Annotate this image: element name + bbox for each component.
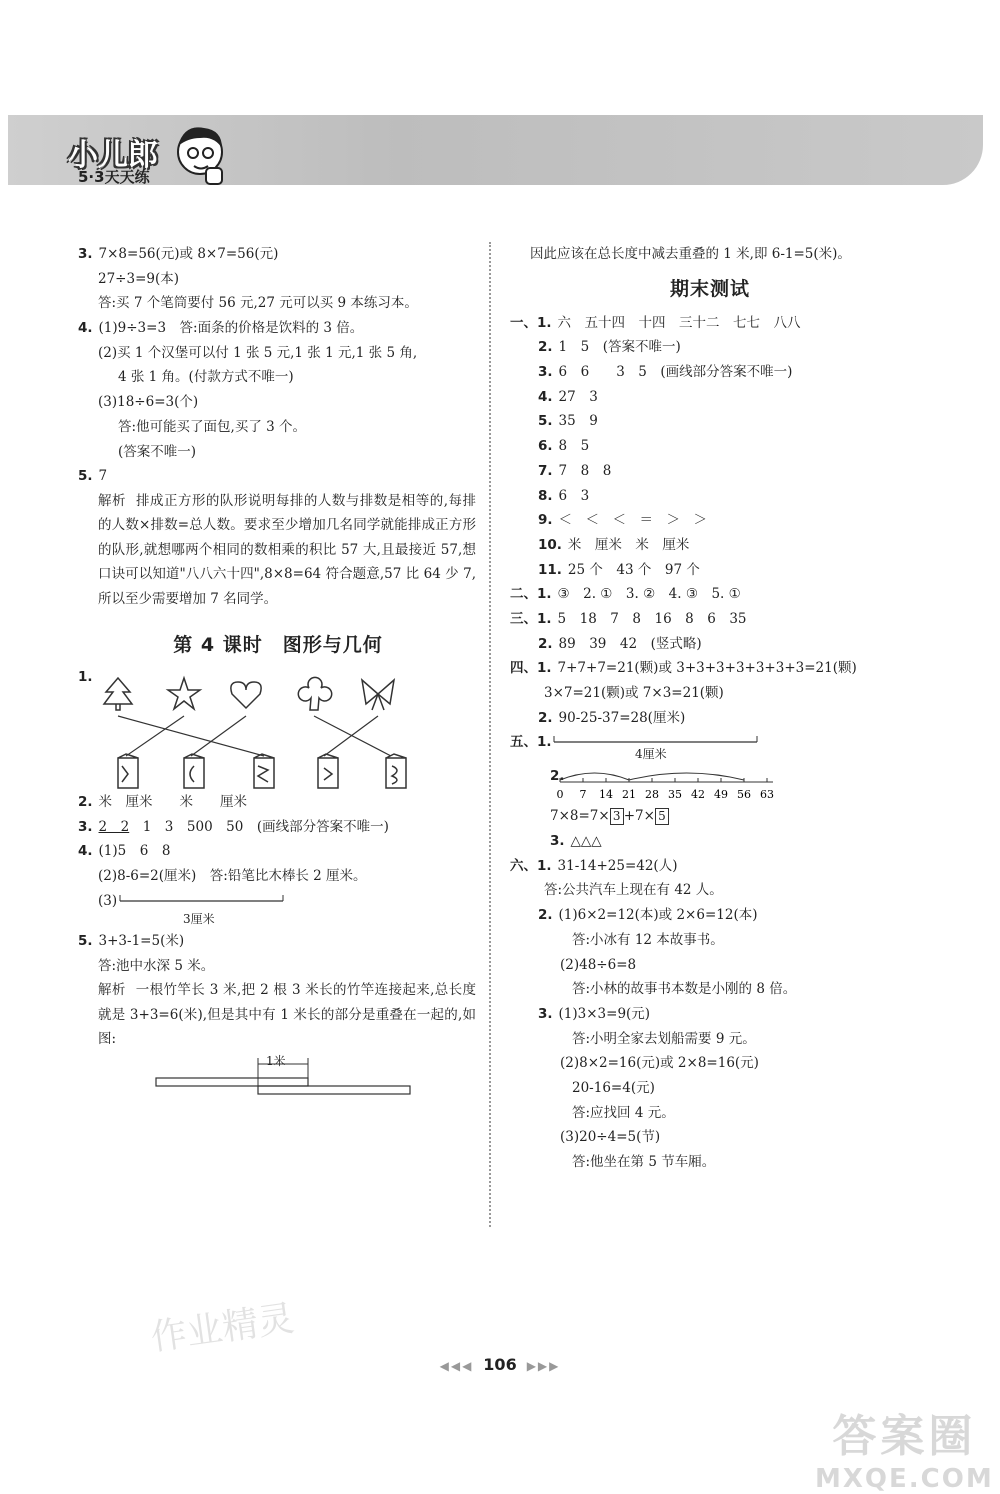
mascot-icon bbox=[170, 122, 230, 188]
answer-line: 3. △△△ bbox=[550, 833, 602, 850]
analysis-label: 解析 bbox=[98, 982, 126, 999]
page-footer bbox=[0, 1355, 1000, 1374]
answer-line: 三、1. 5 18 7 8 16 8 6 35 bbox=[510, 610, 747, 627]
number-line-label: 42 bbox=[691, 788, 705, 802]
number-line-label: 0 bbox=[556, 788, 564, 802]
answer-line: (2)8×2=16(元)或 2×8=16(元) bbox=[560, 1055, 759, 1072]
answer-line: (2)买 1 个汉堡可以付 1 张 5 元,1 张 1 元,1 张 5 角, bbox=[98, 344, 418, 361]
answer-line: 27÷3=9(本) bbox=[98, 270, 180, 287]
cutout-card-icon bbox=[184, 754, 204, 788]
answer-list bbox=[510, 854, 950, 1175]
left-column bbox=[78, 242, 478, 1107]
answer-line: 四、1. 7+7+7=21(颗)或 3+3+3+3+3+3+3=21(颗) bbox=[510, 660, 857, 677]
answer-line: 4. (1)9÷3=3 答:面条的价格是饮料的 3 倍。 bbox=[78, 320, 364, 337]
answer-line: 5. 35 9 bbox=[538, 413, 598, 430]
answer-line: 3. 7×8=56(元)或 8×7=56(元) bbox=[78, 246, 279, 262]
segment-label: 4厘米 bbox=[635, 747, 667, 762]
answer-line: 答:小冰有 12 本故事书。 bbox=[572, 931, 724, 948]
cutout-card-icon bbox=[318, 754, 338, 788]
answer-line: 7×8=7× 3 +7× 5 bbox=[510, 804, 950, 829]
section-title: 第 4 课时 图形与几何 bbox=[173, 634, 383, 657]
answer-line: 答:公共汽车上现在有 42 人。 bbox=[544, 882, 723, 899]
answer-line: 答:他坐在第 5 节车厢。 bbox=[572, 1154, 716, 1170]
number-line-label: 28 bbox=[645, 788, 659, 802]
analysis-paragraph: 解析 一根竹竿长 3 米,把 2 根 3 米长的竹竿连接起来,总长度就是 3+3=6(米),但是其中有 1 米长的部分是重叠在一起的,如图: bbox=[98, 982, 477, 1048]
jump-arc bbox=[629, 773, 744, 780]
answer-line: 3. 6 6 3 5 (画线部分答案不唯一) bbox=[538, 364, 793, 381]
answer-line: 答:小明全家去划船需要 9 元。 bbox=[572, 1030, 756, 1047]
number-line-label: 49 bbox=[714, 788, 728, 802]
answer-line: 8. 6 3 bbox=[538, 487, 590, 504]
answer-line: 五、1. 4厘米 bbox=[510, 730, 950, 764]
answer-line: 5. 7 bbox=[78, 468, 108, 485]
watermark-logo: 答案圈 MXQE.COM bbox=[815, 1411, 994, 1494]
cutout-card-icon bbox=[254, 754, 274, 788]
number-line-label: 35 bbox=[668, 788, 682, 802]
answer-line: 6. 8 5 bbox=[538, 438, 590, 455]
answer-line: 3×7=21(颗)或 7×3=21(颗) bbox=[544, 685, 724, 701]
next-arrows-icon: ▶▶▶ bbox=[526, 1359, 561, 1373]
answer-line: 答:买 7 个笔筒要付 56 元,27 元可以买 9 本练习本。 bbox=[98, 295, 418, 312]
watermark: 作业精灵 bbox=[148, 1298, 297, 1359]
number-line-label: 7 bbox=[579, 788, 587, 802]
answer-line: 答:小林的故事书本数是小刚的 8 倍。 bbox=[572, 981, 797, 998]
answer-line: 2. 90-25-37=28(厘米) bbox=[538, 709, 686, 726]
answer-line: (3) 3厘米 bbox=[78, 889, 478, 929]
section-title: 期末测试 bbox=[669, 277, 750, 300]
answer-line: 二、1. ③ 2. ① 3. ② 4. ③ 5. ① bbox=[510, 586, 741, 603]
answer-line: 10. 米 厘米 米 厘米 bbox=[538, 536, 690, 553]
answer-line: 9. ＜ ＜ ＜ ＝ ＞ ＞ bbox=[538, 512, 708, 529]
answer-line: 答:应找回 4 元。 bbox=[572, 1104, 675, 1121]
analysis-label: 解析 bbox=[98, 492, 126, 509]
overlap-figure bbox=[78, 1052, 478, 1107]
answer-list bbox=[510, 311, 950, 731]
answer-line: 2. (1)6×2=12(本)或 2×6=12(本) bbox=[538, 907, 758, 924]
answer-line: (2)8-6=2(厘米) 答:铅笔比木棒长 2 厘米。 bbox=[98, 868, 367, 885]
number-line-label: 21 bbox=[622, 788, 636, 802]
answer-line: 3. 2 2 1 3 500 50 (画线部分答案不唯一) bbox=[78, 818, 389, 835]
answer-line: 因此应该在总长度中减去重叠的 1 米,即 6-1=5(米)。 bbox=[530, 246, 851, 262]
answer-line: 5. 3+3-1=5(米) bbox=[78, 932, 185, 949]
analysis-paragraph: 解析 排成正方形的队形说明每排的人数与排数是相等的,每排的人数×排数=总人数。要求至少增加几名同学就能排成正方形的队形,就想哪两个相同的数相乘的积比 57 大,且最接近 57,想口诀可以知道"八八六十四",8×8=64 符合题意,57 比 64 少 7,所以至少需要增加 7 名同学。 bbox=[98, 492, 477, 607]
column-divider bbox=[489, 242, 491, 1227]
answer-line: 2. 1 5 (答案不唯一) bbox=[538, 339, 681, 356]
number-line-figure bbox=[552, 764, 782, 804]
answer-line: 答:池中水深 5 米。 bbox=[98, 957, 215, 974]
prev-arrows-icon: ◀◀◀ bbox=[439, 1359, 474, 1373]
logo-subtitle: 5·3天天练 bbox=[78, 168, 150, 186]
answer-line: 7. 7 8 8 bbox=[538, 462, 612, 479]
answer-line: 4. 27 3 bbox=[538, 388, 598, 405]
answer-line: (答案不唯一) bbox=[118, 443, 197, 460]
answer-line: (3)20÷4=5(节) bbox=[560, 1129, 661, 1146]
answer-box: 3 bbox=[610, 808, 624, 825]
answer-line: (3)18÷6=3(个) bbox=[98, 394, 199, 411]
answer-line: 2. 米 厘米 米 厘米 bbox=[78, 794, 248, 811]
cutout-card-icon bbox=[118, 754, 138, 788]
number-line-label: 14 bbox=[599, 788, 613, 802]
logo-title: 小儿郎 bbox=[68, 138, 158, 173]
answer-line: 答:他可能买了面包,买了 3 个。 bbox=[118, 418, 307, 435]
cutout-card-icon bbox=[386, 754, 406, 788]
number-line-label: 63 bbox=[760, 788, 774, 802]
number-line-label: 56 bbox=[737, 788, 751, 802]
answer-line: 4. (1)5 6 8 bbox=[78, 843, 171, 860]
answer-line: 3. (1)3×3=9(元) bbox=[538, 1005, 651, 1022]
number-line-row: 2. 0 7 14 21 28 35 42 49 56 63 bbox=[510, 764, 950, 804]
answer-line: 2. 89 39 42 (竖式略) bbox=[538, 635, 702, 652]
jump-arc bbox=[560, 773, 629, 780]
answer-line: 一、1. 六 五十四 十四 三十二 七七 八八 bbox=[510, 314, 801, 331]
answer-line: 11. 25 个 43 个 97 个 bbox=[538, 561, 700, 578]
page-number: 106 bbox=[483, 1355, 517, 1374]
answer-line: 20-16=4(元) bbox=[572, 1079, 655, 1096]
answer-line: 4 张 1 角。(付款方式不唯一) bbox=[118, 369, 294, 386]
answer-line: (2)48÷6=8 bbox=[560, 956, 637, 973]
overlap-label: 1米 bbox=[266, 1053, 286, 1068]
answer-box: 5 bbox=[655, 808, 669, 825]
segment-label: 3厘米 bbox=[183, 911, 215, 926]
answer-line: 1. bbox=[78, 669, 93, 686]
answer-line: 六、1. 31-14+25=42(人) bbox=[510, 857, 678, 874]
right-column bbox=[510, 242, 950, 1175]
